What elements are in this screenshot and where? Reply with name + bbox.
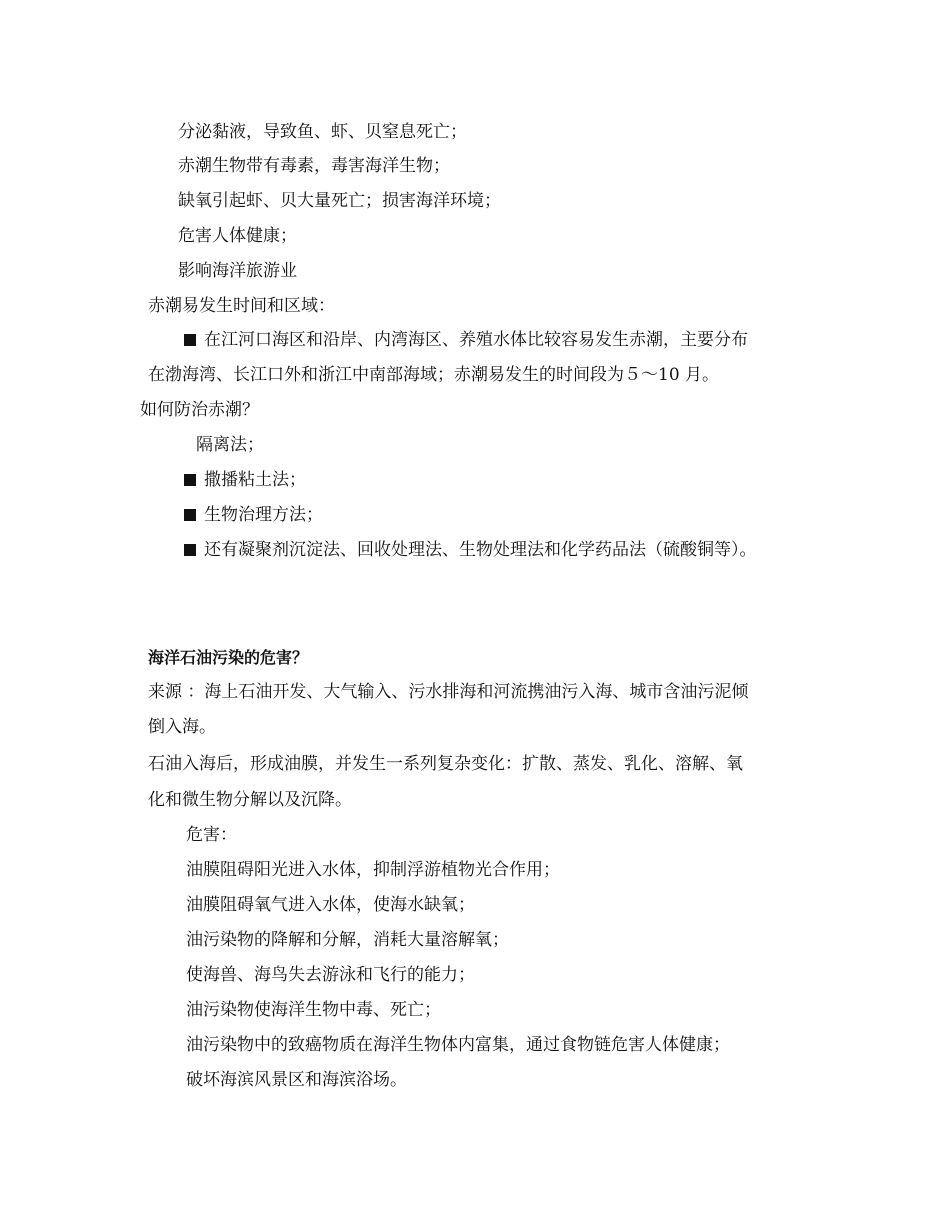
square-bullet-icon <box>184 474 196 486</box>
prevention-item <box>184 539 757 561</box>
effect-line: 分泌黏液，导致鱼、虾、贝窒息死亡； <box>178 122 467 142</box>
effect-line: 影响海洋旅游业 <box>178 261 297 281</box>
region-paragraph-line <box>184 329 748 351</box>
harm-item: 油污染物中的致癌物质在海洋生物体内富集，通过食物链危害人体健康； <box>186 1035 730 1055</box>
section-title: 海洋石油污染的危害？ <box>148 648 309 667</box>
prevention-item: 隔离法； <box>196 435 264 455</box>
region-text: 在江河口海区和沿岸、内湾海区、养殖水体比较容易发生赤潮，主要分布 <box>204 330 748 350</box>
prevention-item <box>184 504 323 526</box>
prevention-item <box>184 469 306 491</box>
harm-item: 油膜阻碍氧气进入水体，使海水缺氧； <box>186 895 475 915</box>
region-paragraph-line: 在渤海湾、长江口外和浙江中南部海域；赤潮易发生的时间段为５～10 月。 <box>148 365 720 385</box>
region-heading: 赤潮易发生时间和区域： <box>148 296 335 316</box>
square-bullet-icon <box>184 334 196 346</box>
effect-line: 危害人体健康； <box>178 226 297 246</box>
prevention-text: 生物治理方法； <box>204 505 323 525</box>
harm-item: 油污染物的降解和分解，消耗大量溶解氧； <box>186 930 509 950</box>
source-line: 来源 ：海上石油开发、大气输入、污水排海和河流携油污入海、城市含油污泥倾 <box>148 682 749 702</box>
source-line: 倒入海。 <box>148 717 216 737</box>
harm-item: 使海兽、海鸟失去游泳和飞行的能力； <box>186 965 475 985</box>
effect-line: 缺氧引起虾、贝大量死亡；损害海洋环境； <box>178 191 501 211</box>
effect-line: 赤潮生物带有毒素，毒害海洋生物； <box>178 156 450 176</box>
square-bullet-icon <box>184 544 196 556</box>
prevention-text: 撒播粘土法； <box>204 470 306 490</box>
process-line: 化和微生物分解以及沉降。 <box>148 790 352 810</box>
process-line: 石油入海后，形成油膜，并发生一系列复杂变化：扩散、蒸发、乳化、溶解、氧 <box>148 754 743 774</box>
harm-item: 油膜阻碍阳光进入水体，抑制浮游植物光合作用； <box>186 860 560 880</box>
harm-item: 破坏海滨风景区和海滨浴场。 <box>186 1070 407 1090</box>
harm-item: 油污染物使海洋生物中毒、死亡； <box>186 1000 441 1020</box>
harm-heading: 危害： <box>186 825 237 845</box>
prevention-text: 还有凝聚剂沉淀法、回收处理法、生物处理法和化学药品法（硫酸铜等）。 <box>204 540 757 560</box>
prevention-heading: 如何防治赤潮？ <box>140 400 259 420</box>
square-bullet-icon <box>184 509 196 521</box>
